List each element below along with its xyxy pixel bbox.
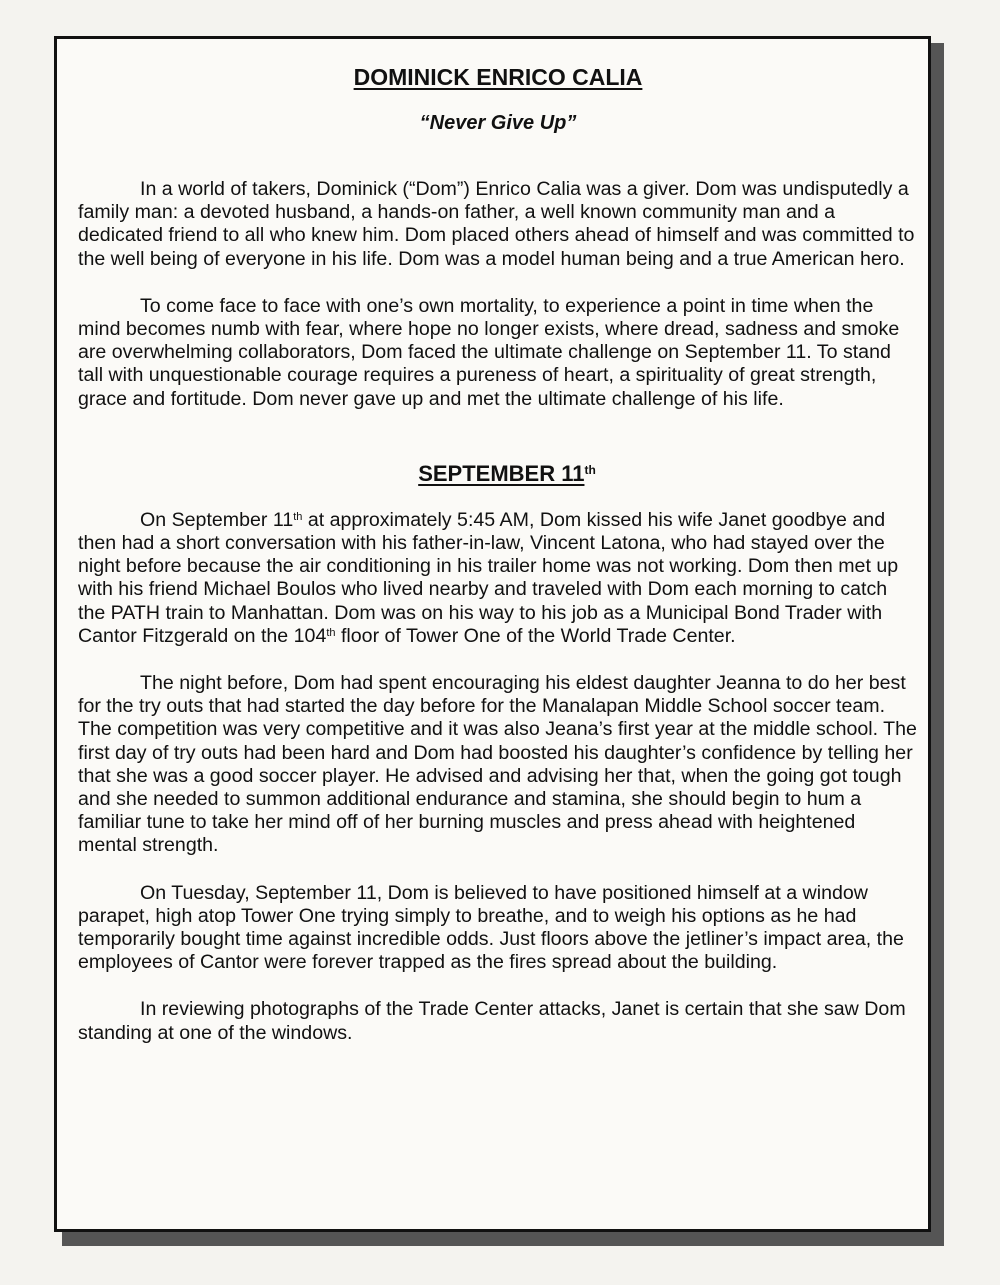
paragraph-morning bbox=[78, 509, 918, 648]
paragraph-tower-one: On Tuesday, September 11, Dom is believed to have positioned himself at a window parapet, high atop Tower One trying simply to breathe, and to weigh his options as he had temporarily bought time against incredible odds. Just floors above the jetliner’s impact area, the employees of Cantor were forever trapped as the fires spread about the building. bbox=[78, 881, 904, 974]
paragraph-night-before: The night before, Dom had spent encouraging his eldest daughter Jeanna to do her best for the try outs that had started the day before for the Manalapan Middle School soccer team. The competition was very competitive and it was also Jeana’s first year at the middle school. The first day of try outs had been hard and Dom had boosted his daughter’s confidence by telling her that she was a good soccer player. He advised and advising her that, when the going got tough and she needed to summon additional endurance and stamina, she should begin to hum a familiar tune to take her mind off of her burning muscles and press ahead with heightened mental strength. bbox=[78, 672, 917, 857]
ordinal-superscript: th bbox=[293, 510, 303, 523]
section-heading bbox=[78, 459, 918, 489]
section-heading-text: SEPTEMBER 11 bbox=[418, 460, 585, 486]
paragraph-intro: In a world of takers, Dominick (“Dom”) Enrico Calia was a giver. Dom was undisputedly a family man: a devoted husband, a hands-on father, a well known community man and a dedicated friend to all who knew him. Dom placed others ahead of himself and was committed to the well being of everyone in his life. Dom was a model human being and a true American hero. bbox=[78, 178, 915, 270]
document-body bbox=[78, 62, 918, 1045]
document-subtitle: “Never Give Up” bbox=[419, 112, 577, 134]
ordinal-superscript: th bbox=[326, 626, 336, 639]
paragraph-photographs: In reviewing photographs of the Trade Center attacks, Janet is certain that she saw Dom standing at one of the windows. bbox=[78, 998, 906, 1044]
section-heading-superscript: th bbox=[584, 462, 596, 477]
document-title: DOMINICK ENRICO CALIA bbox=[353, 64, 643, 90]
paragraph-mortality: To come face to face with one’s own mortality, to experience a point in time when the mind becomes numb with fear, where hope no longer exists, where dread, sadness and smoke are overwhelming collaborators, Dom faced the ultimate challenge on September 11. To stand tall with unquestionable courage requires a pureness of heart, a spirituality of great strength, grace and fortitude. Dom never gave up and met the ultimate challenge of his life. bbox=[78, 294, 900, 410]
paragraph-morning-part-a: On September 11 bbox=[140, 508, 294, 531]
paragraph-morning-part-b: at approximately 5:45 AM, Dom kissed his wife Janet goodbye and then had a short conversation with his father-in-law, Vincent Latona, who had stayed over the night before because the air conditioning in his trailer home was not working. Dom then met up with his friend Michael Boulos who lived nearby and traveled with Dom each morning to catch the PATH train to Manhattan. Dom was on his way to his job as a Municipal Bond Trader with Cantor Fitzgerald on the 104 bbox=[78, 508, 899, 647]
paragraph-morning-part-c: floor of Tower One of the World Trade Center. bbox=[335, 624, 736, 647]
